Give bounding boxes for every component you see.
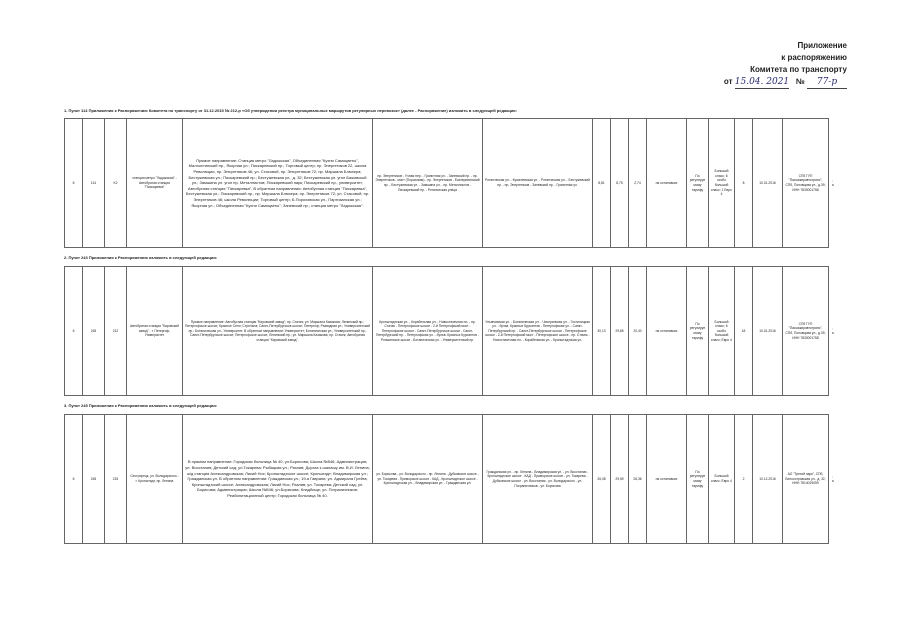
- table-row: [65, 119, 837, 248]
- cell-carrier: АО "Третий парк", СПб, Белоостровская ул., д. 32, ИНН 7814019059: [783, 415, 829, 544]
- cell-stops: Прямое направление: Станция метро "Ладожская", Объединенная "Кухни Самоцветы", Малоохтинский пр., Якорная ул.; Пискаревский пр.; Торговый центр; пр. Энергетиков 22, школа Революции, пр. Энергетиков 46; ул. Стасовой, пр. Энергетиков 72; пр. Маршала Блюхера; Бестужевская ул.; Пискаревский пр.; Бестужевская ул., д. 32; Бестужевская ул. угол Бажовской ул.; Замшина ул. угол пр. Металлистов; Пискаревский парк; Пискаревский пр., университет; Автобусная станция "Пискаревка". В обратном направлении: Автобусная станция "Пискаревка", Бестужевская ул.; Пискаревский пр., пр. Маршала Блюхера; пр. Энергетиков 72; ул. Стасовой; пр. Энергетиков 46; школа Революции; Торговый центр; Б.Пороховская ул., Партизанская ул.; Якорная ул.; Объединенная "Кухни Самоцветы"; Заневский пр.; станция метро "Ладожская".: [183, 119, 373, 248]
- table-row: [65, 415, 837, 544]
- cell-length-2: 8,75: [611, 119, 629, 248]
- cell-0: 6: [65, 415, 83, 544]
- header-date-line: от 15.04. 2021 № 77-р: [724, 76, 847, 89]
- cell-tariff: По регулируемому тарифу: [687, 415, 709, 544]
- cell-0: 6: [65, 267, 83, 396]
- cell-stops: Прямое направление: Автобусная станция "Кировский завод"; пр. Стачек; ул. Маршала Казакова; Ленинский пр.; Петергофское шоссе; Красное Село; Стрельна; Санкт-Петербургское шоссе; Петергоф; Разводная ул.; Университетский пр.; Ботаническая ул.; Университет. В обратном направлении: Университет; Ботаническая ул.; Университетский пр.; Санкт-Петербургское шоссе; Петергофское шоссе; Ленинский пр.; ул. Маршала Казакова; пр. Стачек; Автобусная станция "Кировский завод".: [183, 267, 373, 396]
- cell-route-number: 114: [83, 119, 105, 248]
- header-line-3: Комитета по транспорту: [750, 65, 847, 74]
- cell-tariff: По регулируемому тарифу: [687, 267, 709, 396]
- header-line-2: к распоряжению: [781, 53, 847, 62]
- cell-length-3: 20,40: [629, 267, 647, 396]
- cell-route-code: 212: [105, 267, 127, 396]
- cell-route-number: 245: [83, 415, 105, 544]
- header-line-1: Приложение: [797, 41, 847, 50]
- section-1-title: 1. Пункт 114 Приложения к Распоряжению Комитета по транспорту от 31.12.2015 № 212-р «Об утверждении реестра муниципальных маршрутов регулярных перевозок» (далее - Распоряжение) изложить в следующей редакции:: [64, 108, 517, 113]
- cell-route-code: K2: [105, 119, 127, 248]
- route-table-2: [64, 266, 837, 396]
- cell-stop-mode: на остановках: [647, 119, 687, 248]
- cell-route-name: станция метро "Ладожская" - Автобусная станция "Пискаревка": [127, 119, 183, 248]
- section-3-title: 3. Пункт 245 Приложения к Распоряжению изложить в следующей редакции:: [64, 403, 218, 408]
- cell-length-3: 26,36: [629, 415, 647, 544]
- cell-length-1: 30,13: [593, 267, 611, 396]
- cell-route-name: Автобусная станция "Кировский завод" - г. Петергоф, Университет: [127, 267, 183, 396]
- cell-vehicle-class: Большой класс; 6 особо большой класс; Евро 4: [709, 267, 735, 396]
- route-table-1: [64, 118, 837, 248]
- cell-0: 6: [65, 119, 83, 248]
- cell-start-date: 10.01.2016: [753, 119, 783, 248]
- section-2-title: 2. Пункт 243 Приложения к Распоряжению изложить в следующей редакции:: [64, 255, 218, 260]
- cell-streets-back: Гражданская ул. - пр. Ленина - Владимирская ул. - ул. Восстания - Кронштадтское шоссе - КАД - Приморское шоссе - ул. Токарева - Дубковское шоссе - ул. Восстания - ул. Володарского - ул. Пограничников - ул. Борисова: [483, 415, 593, 544]
- cell-length-1: 8,81: [593, 119, 611, 248]
- cell-stop-mode: на остановках: [647, 267, 687, 396]
- cell-tail: , а: [831, 474, 834, 483]
- cell-tail: , а: [831, 178, 834, 187]
- handwritten-date: 15.04. 2021: [734, 77, 790, 87]
- cell-start-date: 10.12.2016: [753, 415, 783, 544]
- handwritten-number: 77-р: [807, 76, 847, 89]
- cell-length-2: 29,85: [611, 267, 629, 396]
- cell-stop-mode: на остановках: [647, 415, 687, 544]
- cell-carrier: СПб ГУП "Пассажиравтотранс", СПб, Половцова ул., д.39, ИНН 7830001758: [783, 267, 829, 396]
- cell-streets-forward: пр. Энергетиков - Учная пер. - Гранитная ул. - Заневский пр. - пр. Энергетиков - мост (Пороховая) - пр. Энергетиков - Екатерининский пр. - Бестужевская ул. - Замшина ул. - пр. Металлистов - Пискаревский пр. - Ротанческая улица: [373, 119, 483, 248]
- cell-vehicle-class: Большой класс; Евро 4: [709, 415, 735, 544]
- document-header: [724, 40, 847, 89]
- cell-streets-forward: Кронштадтская ул. - Корабельная ул. - Новостачечная пл. - пр. Стачек - Петергофское шоссе - 2-й Петергофский мост - Петергофское шоссе - Санкт-Петербургское шоссе - Санкт-Петербургский пр. - Петергофская ул. - бульв. Красных Курсантов - Ропшинское шоссе - Ботаническая ул. - Университетский пр.: [373, 267, 483, 396]
- cell-tariff: По регулируемому тарифу: [687, 119, 709, 248]
- cell-route-name: Сестрорецк, ул. Володарского - г. Кронштадт, пр. Ленина: [127, 415, 183, 544]
- route-table-3: [64, 414, 837, 544]
- cell-streets-back: Ульяновская ул. - Ботаническая ул. - Чичеринская ул. - Гостилицкая ул. - бульв. Красных Курсантов - Петергофская ул. - Санкт-Петербургский пр. - Санкт-Петербургское шоссе - Петергофское шоссе - 2-й Петергофский мост - Петергофское шоссе - пр. Стачек - Новостачечная пл. - Корабельная ул. - Кронштадтская ул.: [483, 267, 593, 396]
- cell-vehicle-count: 2: [735, 415, 753, 544]
- cell-start-date: 10.01.2016: [753, 267, 783, 396]
- cell-streets-forward: ул. Борисова - ул. Володарского - пр. Ленина - Дубковское шоссе - ул. Токарева - Приморское шоссе - КАД - Кронштадтское шоссе - Кронштадтская ул. - Владимирская ул. - Гражданская ул.: [373, 415, 483, 544]
- cell-vehicle-class: Большой класс; 6 особо большой класс; 1 Евро 4: [709, 119, 735, 248]
- cell-vehicle-count: 18: [735, 267, 753, 396]
- cell-stops: В прямом направлении: Городская больница № 40; ул.Борисова; Школа №546; Администрация; ул. Восстания; Детский сад; ул.Токарева; Рыбацкая ул.; Разлив; Дорога к шалашу им. В.И. Ленина; ж/д станция Александровская; Лисий Нос; Кронштадтское шоссе; Кронштадт; Владимирская ул.; Гражданская ул. В обратном направлении: Гражданская ул.; 19-я Гаврани; ул. Адмирала Грейга; Кронштадтский шоссе; Александровская; Лисий Нос; Разлив; ул. Токарева; Детский сад; ул. Борисова; Администрация; Школа №546; ул.Борисова; Кладбище; ул. Пограничников; Реабилитационный центр; Городская больница № 40.: [183, 415, 373, 544]
- cell-route-code: 215: [105, 415, 127, 544]
- cell-streets-back: Ротанческая ул. - Кушелевская ул. - Ротанческая ул. - Бестужевский пр. - пр. Энергетиков - Заневский пр. - Гранитная ул.: [483, 119, 593, 248]
- cell-vehicle-count: 8: [735, 119, 753, 248]
- table-row: [65, 267, 837, 396]
- cell-length-3: 2,74: [629, 119, 647, 248]
- cell-length-2: 29,59: [611, 415, 629, 544]
- cell-route-number: 245: [83, 267, 105, 396]
- cell-tail: , а: [831, 326, 834, 335]
- cell-carrier: СПб ГУП "Пассажиравтотранс", СПб, Половцова ул., д.39, ИНН 7830001758: [783, 119, 829, 248]
- cell-length-1: 26,08: [593, 415, 611, 544]
